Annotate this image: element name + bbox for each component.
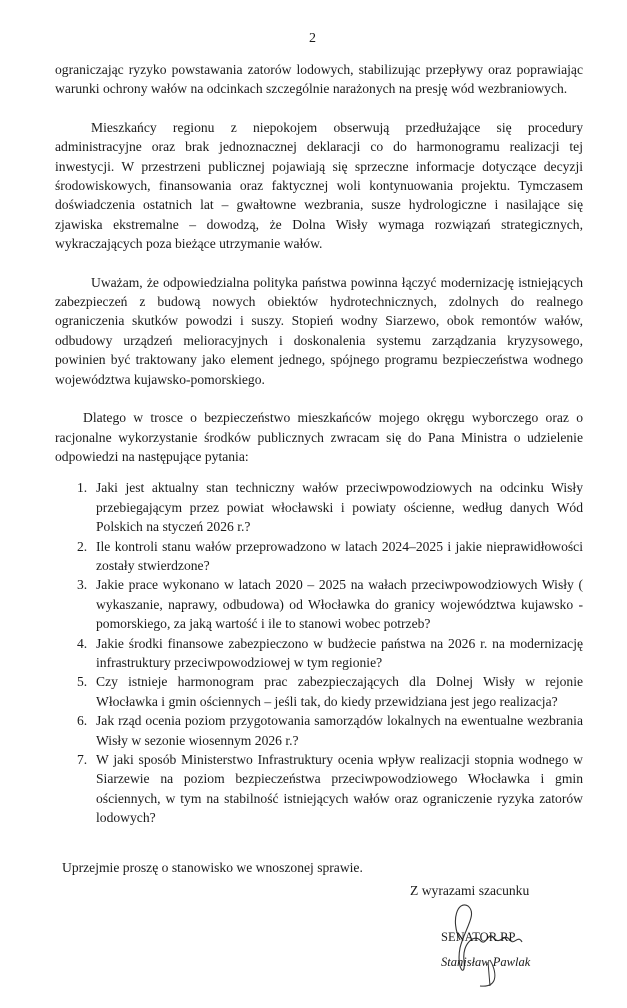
question-item bbox=[77, 672, 583, 711]
paragraph-state-policy: Uważam, że odpowiedzialna polityka państwa powinna łączyć modernizację istniejących zabezpieczeń z budową nowych obiektów hydrotechnicznych, zdolnych do realnego ograniczenia skutków powodzi i suszy. Stopień wodny Siarzewo, obok remontów wałów, odbudowy urządzeń melioracyjnych i doskonalenia systemu zarządzania kryzysowego, powinien być traktowany jako element jednego, spójnego programu bezpieczeństwa wodnego województwa kujawsko-pomorskiego. bbox=[55, 274, 583, 387]
question-item bbox=[77, 634, 583, 673]
paragraph-residents-concern: Mieszkańcy regionu z niepokojem obserwują przedłużające się procedury administracyjne oraz brak jednoznacznej deklaracji co do harmonogramu realizacji tej inwestycji. W przestrzeni publicznej pojawiają się sprzeczne informacje dotyczące decyzji środowiskowych, finansowania oraz faktycznej woli kontynuowania projektu. Tymczasem doświadczenia ostatnich lat – gwałtowne wezbrania, susze hydrologiczne i nasilające się zjawiska ekstremalne – dowodzą, że Dolna Wisły wymaga rozwiązań strategicznych, wykraczających poza bieżące utrzymanie wałów. bbox=[55, 119, 583, 252]
question-text: Czy istnieje harmonogram prac zabezpieczających dla Dolnej Wisły w rejonie Włocławka i gmin ościennych – jeśli tak, do kiedy przewidziana jest jego realizacja? bbox=[96, 674, 583, 709]
page-number: 2 bbox=[309, 31, 316, 46]
question-item bbox=[77, 537, 583, 576]
question-item bbox=[77, 575, 583, 633]
question-text: Jaki jest aktualny stan techniczny wałów przeciwpowodziowych na odcinku Wisły przebiegającym przez powiat włocławski i powiaty ościenne, według danych Wód Polskich na styczeń 2026 r.? bbox=[96, 480, 583, 535]
question-number: 1. bbox=[77, 480, 88, 496]
question-text: Jakie prace wykonano w latach 2020 – 2025 na wałach przeciwpowodziowych Wisły ( wykaszanie, naprawy, odbudowa) od Włocławka do granicy województwa kujawsko - pomorskiego, za jaką wartość i ile to stanowi wobec potrzeb? bbox=[96, 577, 583, 632]
question-number: 5. bbox=[77, 674, 88, 690]
signatory-title: SENATOR RP bbox=[441, 930, 516, 945]
paragraph-continuation: ograniczając ryzyko powstawania zatorów lodowych, stabilizując przepływy oraz poprawiając warunki ochrony wałów na odcinkach szczególnie narażonych na presję wód wezbraniowych. bbox=[55, 62, 583, 97]
closing-line: Uprzejmie proszę o stanowisko we wnoszonej sprawie. bbox=[62, 859, 363, 875]
question-item bbox=[77, 750, 583, 828]
question-number: 2. bbox=[77, 538, 88, 554]
question-text: Jakie środki finansowe zabezpieczono w budżecie państwa na 2026 r. na modernizację infrastruktury przeciwpowodziowej w tym regionie? bbox=[96, 635, 583, 670]
question-number: 3. bbox=[77, 577, 88, 593]
question-text: W jaki sposób Ministerstwo Infrastruktury ocenia wpływ realizacji stopnia wodnego w Siarzewie na poziom bezpieczeństwa przeciwpowodziowego Włocławka i gmin ościennych, w tym na stabilność istniejących wałów oraz ograniczenie ryzyka zatorów lodowych? bbox=[96, 752, 583, 826]
question-text: Jak rząd ocenia poziom przygotowania samorządów lokalnych na ewentualne wezbrania Wisły w sezonie wiosennym 2026 r.? bbox=[96, 713, 583, 748]
question-number: 6. bbox=[77, 713, 88, 729]
paragraph-request: Dlatego w trosce o bezpieczeństwo mieszkańców mojego okręgu wyborczego oraz o racjonalne wykorzystanie środków publicznych zwracam się do Pana Ministra o udzielenie odpowiedzi na następujące pytania: bbox=[55, 410, 583, 464]
question-number: 7. bbox=[77, 752, 88, 767]
signature-block bbox=[441, 900, 583, 988]
question-item bbox=[77, 711, 583, 750]
question-text: Ile kontroli stanu wałów przeprowadzono w latach 2024–2025 i jakie nieprawidłowości zostały stwierdzone? bbox=[96, 538, 583, 573]
signatory-name: Stanisław Pawlak bbox=[441, 954, 531, 969]
questions-list bbox=[77, 478, 583, 827]
question-item bbox=[77, 478, 583, 536]
question-number: 4. bbox=[77, 635, 88, 651]
regards-line: Z wyrazami szacunku bbox=[410, 883, 530, 899]
